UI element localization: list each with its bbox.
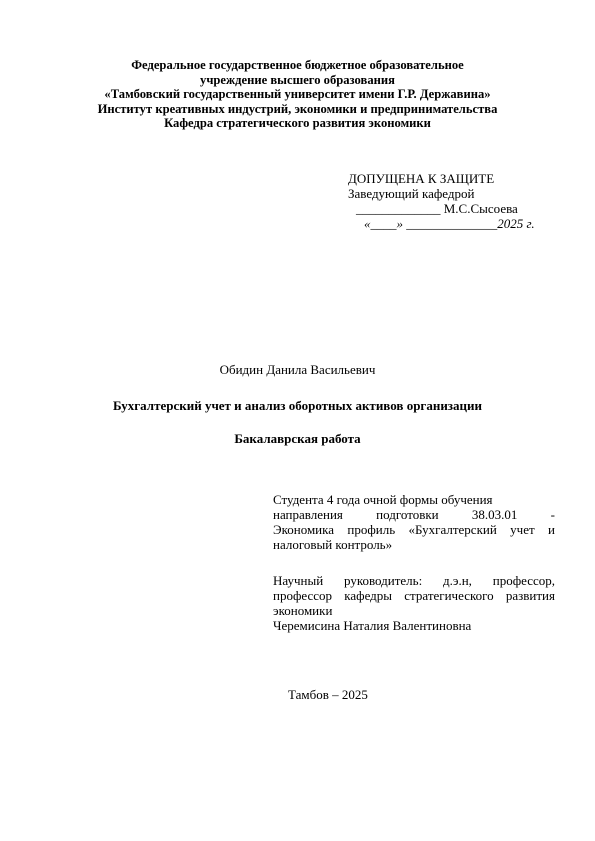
author-name: Обидин Данила Васильевич (219, 362, 376, 377)
header-line-2: учреждение высшего образования (200, 72, 395, 87)
student-info (273, 492, 555, 552)
work-title: Бухгалтерский учет и анализ оборотных активов организации (112, 398, 482, 413)
city-year: Тамбов – 2025 (288, 687, 368, 702)
approval-position: Заведующий кафедрой (348, 186, 475, 201)
approval-date: «____» ______________2025 г. (364, 216, 535, 231)
work-type: Бакалаврская работа (234, 431, 361, 446)
student-line-3: Экономика профиль «Бухгалтерский учет и (273, 522, 555, 537)
student-line-1: Студента 4 года очной формы обучения (273, 492, 493, 507)
approval-block (348, 171, 535, 231)
advisor-line-1: Научный руководитель: д.э.н, профессор, (273, 573, 555, 588)
approval-title: ДОПУЩЕНА К ЗАЩИТЕ (348, 171, 495, 186)
advisor-line-2: профессор кафедры стратегического развития (273, 588, 555, 603)
institution-header (60, 58, 535, 131)
header-line-1: Федеральное государственное бюджетное образовательное (131, 58, 464, 72)
advisor-line-3: экономики (273, 603, 333, 618)
header-line-4: Институт креативных индустрий, экономики и предпринимательства (97, 101, 498, 116)
student-line-4: налоговый контроль» (273, 537, 393, 552)
approval-signature: _____________ М.С.Сысоева (356, 201, 518, 216)
student-line-2: направления подготовки 38.03.01 - (273, 507, 555, 522)
advisor-info (273, 573, 555, 633)
header-line-5: Кафедра стратегического развития экономики (164, 116, 431, 130)
advisor-line-4: Черемисина Наталия Валентиновна (273, 618, 472, 633)
header-line-3: «Тамбовский государственный университет имени Г.Р. Державина» (104, 87, 491, 101)
